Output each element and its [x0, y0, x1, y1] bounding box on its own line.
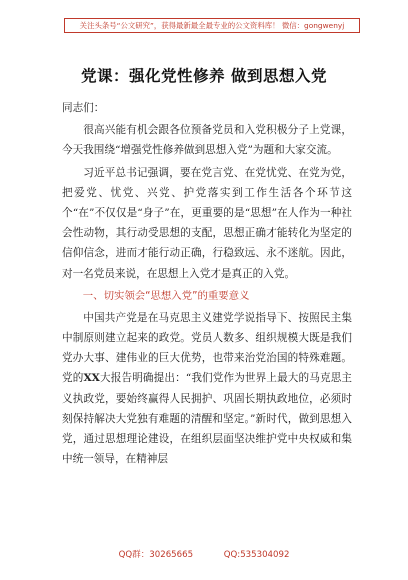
footer-contact: [0, 548, 408, 560]
footer-qq-group: QQ群：30265665: [118, 550, 194, 560]
paragraph-text-bold: XX: [83, 372, 100, 385]
section-heading: 一、切实领会“思想入党”的重要意义: [82, 289, 250, 302]
paragraph-text-part-1: 中国共产党是在马克思主义建党学说指导下、按照民主集中制原则建立起来的政党。党员人数多、组织规模大既是我们党办大事、建伟业的巨大优势，也带来治党治国的特殊难题。党的: [62, 311, 352, 385]
paragraph-speech-quote: 习近平总书记强调，要在党言党、在党忧党、在党为党，把爱党、忧党、兴党、护党落实到工作生活各个环节这个“在”不仅仅是“身子”在，更重要的是“思想”在人作为一种社会性动物，其行动受思想的支配，思想正确才能转化为坚定的信仰信念，进而才能行动正确，行稳致远、永不迷航。因此，对一名党员来说，在思想上入党才是真正的入党。: [62, 166, 352, 280]
salutation: 同志们：: [62, 102, 105, 114]
paragraph-party-history: [62, 308, 352, 470]
promo-banner: 关注头条号“公文研究”，获得最新最全最专业的公文资料库！ 微信：gongwenyj: [64, 18, 360, 33]
document-body: [62, 98, 352, 471]
paragraph-intro: 很高兴能有机会跟各位预备党员和入党积极分子上党课，今天我围绕“增强党性修养做到思想入党”为题和大家交流。: [62, 124, 352, 157]
footer-qq: QQ:535304092: [223, 550, 290, 560]
document-title: 党课：强化党性修养 做到思想入党: [81, 66, 327, 85]
paragraph-text-part-2: 大报告明确提出：“我们党作为世界上最大的马克思主义执政党，要始终赢得人民拥护、巩固长期执政地位，必须时刻保持解决大党独有难题的清醒和坚定。”新时代，做到思想入党，通过思想理论建设，在组织层面坚决维护党中央权威和集中统一领导，在精神层: [62, 372, 353, 466]
